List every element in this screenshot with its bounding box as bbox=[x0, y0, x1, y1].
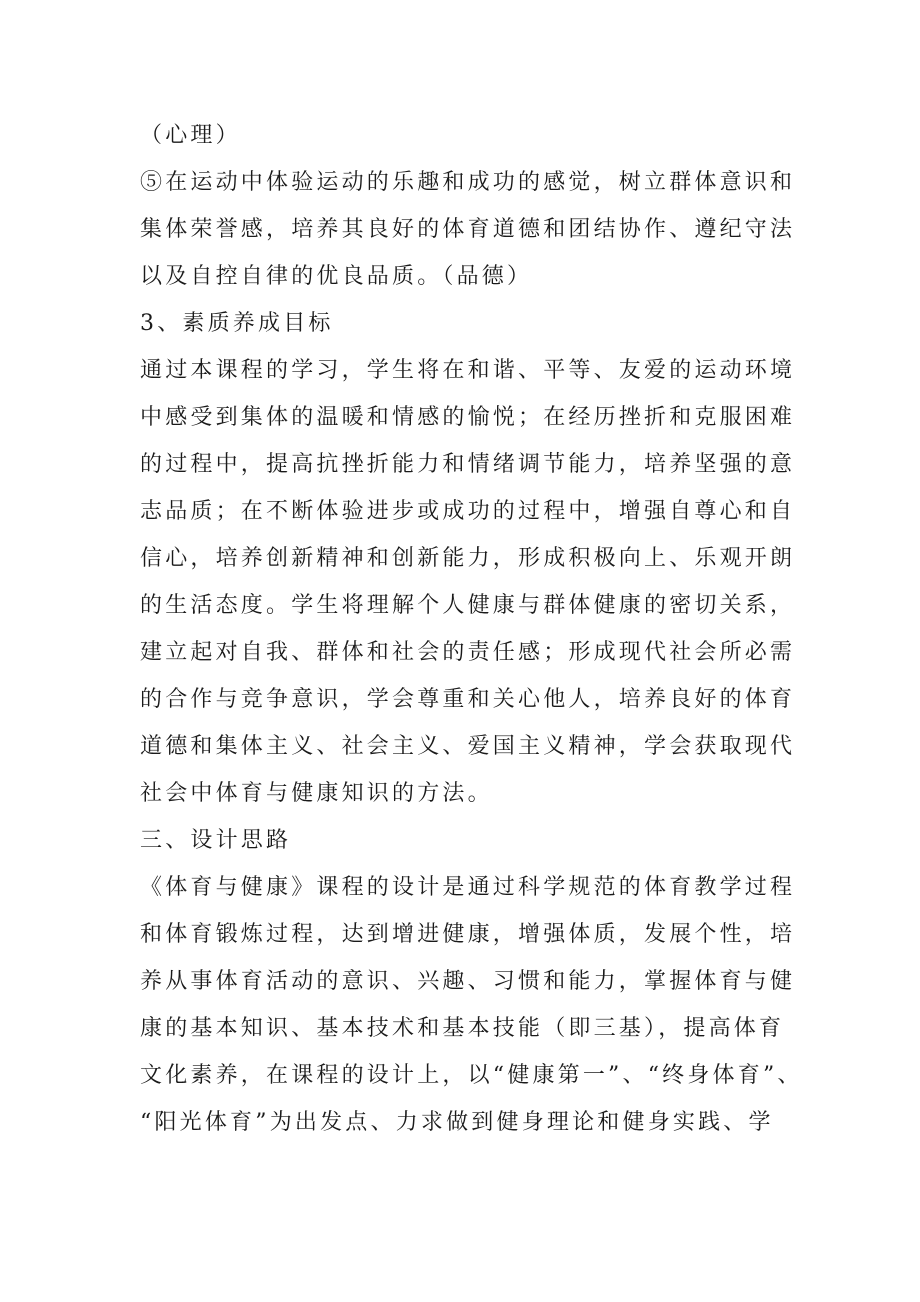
text-line: 志品质；在不断体验进步或成功的过程中，增强自尊心和自 bbox=[140, 499, 796, 524]
text-line: 社会中体育与健康知识的方法。 bbox=[140, 781, 493, 806]
text-line: 以及自控自律的优良品质。（品德） bbox=[140, 264, 533, 289]
text-line: 道德和集体主义、社会主义、爱国主义精神，学会获取现代 bbox=[140, 734, 796, 759]
section-heading-design-ideas: 三、设计思路 bbox=[140, 828, 292, 853]
text-line: 建立起对自我、群体和社会的责任感；形成现代社会所必需 bbox=[140, 640, 796, 665]
text-line: 信心，培养创新精神和创新能力，形成积极向上、乐观开朗 bbox=[140, 546, 796, 571]
text-line: 中感受到集体的温暖和情感的愉悦；在经历挫折和克服困难 bbox=[140, 405, 796, 430]
text-line: 的过程中，提高抗挫折能力和情绪调节能力，培养坚强的意 bbox=[140, 452, 796, 477]
text-line-psychology-tag: （心理） bbox=[140, 123, 241, 148]
text-line: 的生活态度。学生将理解个人健康与群体健康的密切关系， bbox=[140, 593, 796, 618]
text-line: 康的基本知识、基本技术和基本技能（即三基），提高体育 bbox=[140, 1016, 785, 1041]
text-line-item-5: ⑤在运动中体验运动的乐趣和成功的感觉，树立群体意识和 bbox=[140, 170, 796, 195]
document-page bbox=[140, 112, 820, 1146]
text-line: 通过本课程的学习，学生将在和谐、平等、友爱的运动环境 bbox=[140, 358, 796, 383]
text-line: 文化素养，在课程的设计上，以“健康第一”、“终身体育”、 bbox=[140, 1063, 803, 1088]
text-line: 集体荣誉感，培养其良好的体育道德和团结协作、遵纪守法 bbox=[140, 217, 796, 242]
text-line: 《体育与健康》课程的设计是通过科学规范的体育教学过程 bbox=[140, 875, 796, 900]
text-line: 养从事体育活动的意识、兴趣、习惯和能力，掌握体育与健 bbox=[140, 969, 796, 994]
text-line: 的合作与竞争意识，学会尊重和关心他人，培养良好的体育 bbox=[140, 687, 796, 712]
text-line: 和体育锻炼过程，达到增进健康，增强体质，发展个性，培 bbox=[140, 922, 796, 947]
text-line: “阳光体育”为出发点、力求做到健身理论和健身实践、学 bbox=[140, 1110, 774, 1135]
section-heading-quality-goal: 3、素质养成目标 bbox=[140, 311, 334, 336]
